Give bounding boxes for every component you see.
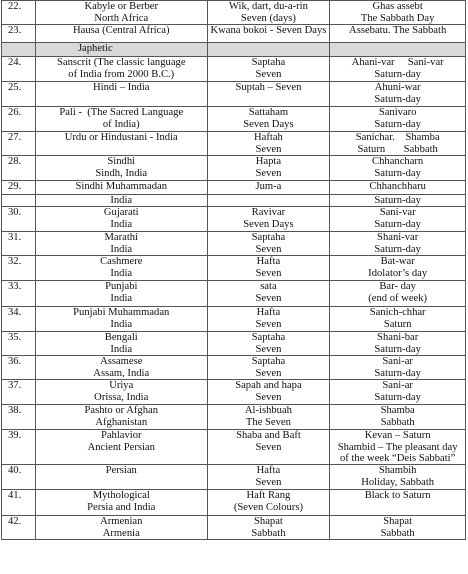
seventh-day-cell — [330, 57, 466, 81]
seventh-day-cell-line: Shapat — [383, 516, 413, 527]
table-row — [1, 281, 466, 307]
people-cell-line: Ancient Persian — [87, 441, 155, 453]
people-cell-line: Sindhi — [107, 156, 136, 167]
row-number: 36. — [8, 356, 22, 367]
people-cell-line: Punjabi Muhammadan — [73, 307, 170, 318]
seventh-day-cell — [330, 43, 466, 56]
section-label — [36, 43, 208, 56]
people-cell — [36, 490, 208, 515]
seventh-day-cell — [330, 490, 466, 515]
seventh-day-cell — [330, 195, 466, 206]
seventh-day-cell-line: Sanich-chhar — [369, 307, 426, 318]
seventh-day-cell-line: Ahuni-war — [374, 82, 421, 93]
row-number-cell — [2, 490, 36, 515]
row-number-cell — [2, 516, 36, 539]
section-label-text: Japhetic — [77, 43, 113, 54]
seventh-day-cell — [330, 332, 466, 355]
week-word-cell-line: Suptah – Seven — [235, 82, 302, 93]
seventh-day-cell — [330, 132, 466, 155]
people-cell-line: Hindi – India — [93, 82, 150, 93]
seventh-day-cell-line: Saturn-day — [374, 167, 421, 179]
people-cell-line: India — [110, 318, 133, 330]
people-cell-line: Pahlavior — [100, 430, 142, 441]
seventh-day-cell — [330, 256, 466, 280]
seventh-day-cell-line: The Sabbath Day — [360, 12, 435, 24]
week-word-cell-line: Seven — [255, 143, 282, 155]
seventh-day-cell — [330, 232, 466, 255]
table-row — [1, 25, 466, 43]
row-number: 34. — [8, 307, 22, 318]
row-number-cell — [2, 207, 36, 231]
week-word-cell-line: Haft Rang — [246, 490, 291, 501]
seventh-day-cell — [330, 465, 466, 489]
week-word-cell-line: Shaba and Baft — [236, 430, 301, 441]
people-cell-line: Orissa, India — [94, 391, 149, 403]
seventh-day-cell-line: Bat-war — [380, 256, 415, 267]
table-row — [1, 405, 466, 430]
seventh-day-cell — [330, 25, 466, 42]
seventh-day-cell-line: Shambid – The pleasant day — [337, 441, 458, 453]
seventh-day-cell-line: Sabbath — [380, 416, 415, 428]
week-word-cell — [208, 107, 331, 131]
week-word-cell — [208, 57, 331, 81]
table-row — [1, 107, 466, 132]
people-cell-line: of India from 2000 B.C.) — [68, 68, 175, 80]
row-number-cell — [2, 232, 36, 255]
table-row — [1, 256, 466, 281]
week-word-cell — [208, 307, 331, 331]
week-word-cell — [208, 195, 331, 206]
week-word-cell-line: Sapah and hapa — [235, 380, 302, 391]
week-word-cell — [208, 43, 331, 56]
people-cell-line: India — [110, 243, 133, 255]
row-number: 24. — [8, 57, 22, 68]
week-word-cell-line: Al-ishbuah — [244, 405, 292, 416]
people-cell — [36, 156, 208, 180]
week-word-cell-line: Shapat — [254, 516, 283, 527]
week-word-cell — [208, 465, 331, 489]
people-cell-line: Hausa (Central Africa) — [73, 25, 170, 36]
week-word-cell-line: Seven — [255, 318, 282, 330]
week-word-cell-line: Saptaha — [251, 57, 286, 68]
people-cell-line: North Africa — [94, 12, 149, 24]
seventh-day-cell-line: Shamba — [380, 405, 415, 416]
week-word-cell — [208, 232, 331, 255]
people-cell — [36, 516, 208, 539]
seventh-day-cell-line: Ahani-var Sani-var — [351, 57, 444, 68]
row-number-cell — [2, 132, 36, 155]
week-word-cell-line: Jum-a — [255, 181, 282, 192]
people-cell-line: Bengali — [104, 332, 138, 343]
people-cell — [36, 1, 208, 24]
week-word-cell — [208, 132, 331, 155]
people-cell-line: Marathi — [104, 232, 139, 243]
week-word-cell-line: Hafta — [256, 256, 281, 267]
people-cell-line: Cashmere — [100, 256, 143, 267]
table-row — [1, 380, 466, 405]
row-number: 35. — [8, 332, 22, 343]
people-cell-line: Assam, India — [93, 367, 150, 379]
table-row — [1, 356, 466, 380]
seventh-day-cell-line: Shani-bar — [377, 332, 419, 343]
row-number-cell — [2, 25, 36, 42]
row-number: 27. — [8, 132, 22, 143]
people-cell — [36, 181, 208, 194]
row-number: 40. — [8, 465, 22, 476]
people-cell — [36, 307, 208, 331]
week-word-cell-line: Seven — [255, 367, 282, 379]
people-cell-line: India — [110, 292, 133, 304]
row-number: 25. — [8, 82, 22, 93]
week-word-cell-line: sata — [260, 281, 277, 292]
seventh-day-cell-line: Ghas assebt — [372, 1, 423, 12]
week-word-cell-line: Seven — [255, 476, 282, 488]
row-number: 26. — [8, 107, 22, 118]
people-cell-line: Kabyle or Berber — [84, 1, 159, 12]
week-word-cell — [208, 356, 331, 379]
seventh-day-cell-line: Shambih — [378, 465, 417, 476]
week-word-cell-line: Wik, dart, du-a-rin — [228, 1, 308, 12]
seventh-day-cell-line: Idolator’s day — [368, 267, 428, 279]
seventh-day-cell-line: Saturn-day — [374, 195, 421, 206]
people-cell — [36, 207, 208, 231]
table-row — [1, 490, 466, 516]
people-cell-line: India — [110, 267, 133, 279]
people-cell — [36, 232, 208, 255]
row-number-cell — [2, 1, 36, 24]
week-word-cell — [208, 281, 331, 306]
seventh-day-cell-line: Kevan – Saturn — [364, 430, 431, 441]
row-number: 39. — [8, 430, 22, 441]
people-cell — [36, 57, 208, 81]
people-cell — [36, 332, 208, 355]
week-word-cell-line: Saptaha — [251, 232, 286, 243]
seventh-day-cell — [330, 405, 466, 429]
seventh-day-cell — [330, 207, 466, 231]
seventh-day-cell — [330, 430, 466, 464]
seventh-day-cell-line: Saturn — [383, 318, 412, 330]
seventh-day-cell — [330, 181, 466, 194]
row-number: 30. — [8, 207, 22, 218]
week-word-cell-line: Seven (days) — [240, 12, 296, 24]
week-word-cell-line: Haftah — [254, 132, 283, 143]
week-word-cell — [208, 332, 331, 355]
seventh-day-cell-line: Saturn Sabbath — [357, 143, 438, 155]
row-number-cell — [2, 195, 36, 206]
seventh-day-cell-line: Saturn-day — [374, 218, 421, 230]
week-word-cell-line: Sattaham — [248, 107, 289, 118]
people-cell — [36, 405, 208, 429]
week-word-cell-line: Seven — [255, 68, 282, 80]
week-word-cell-line: Seven Days — [243, 118, 294, 130]
week-word-cell — [208, 156, 331, 180]
seventh-day-cell-line: Holiday, Sabbath — [361, 476, 435, 488]
people-cell-line: Persian — [105, 465, 137, 476]
seventh-day-cell-line: Saturn-day — [374, 93, 421, 105]
people-cell-line: India — [110, 218, 133, 230]
week-word-cell — [208, 181, 331, 194]
people-cell-line: Sindh, India — [95, 167, 148, 179]
row-number: 38. — [8, 405, 22, 416]
table-row — [1, 207, 466, 232]
section-header-row — [1, 43, 466, 57]
people-cell-line: Uriya — [109, 380, 134, 391]
seventh-day-cell-line: Saturn-day — [374, 68, 421, 80]
week-word-cell — [208, 25, 331, 42]
table-row — [1, 465, 466, 490]
row-number: 23. — [8, 25, 22, 36]
table-row — [1, 132, 466, 156]
seventh-day-cell — [330, 307, 466, 331]
week-word-cell — [208, 516, 331, 539]
week-word-cell-line: Sabbath — [251, 527, 286, 539]
people-cell-line: Mythological — [92, 490, 150, 501]
row-number-cell — [2, 332, 36, 355]
table-row — [1, 307, 466, 332]
seventh-day-cell-line: Chhancharn — [372, 156, 424, 167]
week-word-cell-line: Seven — [255, 292, 282, 304]
people-cell-line: Pali - (The Sacred Language — [59, 107, 184, 118]
week-word-cell-line: Seven — [255, 267, 282, 279]
week-word-cell-line: (Seven Colours) — [233, 501, 303, 513]
people-cell-line: Armenia — [102, 527, 140, 539]
week-word-cell-line: Hafta — [256, 307, 281, 318]
people-cell-line: of India) — [102, 118, 140, 130]
table-row — [1, 57, 466, 82]
seventh-day-cell — [330, 1, 466, 24]
week-word-cell — [208, 490, 331, 515]
week-word-cell-line: Hafta — [256, 465, 281, 476]
seventh-day-cell-line: Bar- day — [379, 281, 416, 292]
seventh-day-cell — [330, 107, 466, 131]
seventh-day-cell-line: Sani-ar — [382, 380, 413, 391]
week-word-cell — [208, 380, 331, 404]
row-number: 22. — [8, 1, 22, 12]
table-row — [1, 332, 466, 356]
languages-table — [1, 0, 466, 540]
row-number-cell — [2, 405, 36, 429]
row-number-cell — [2, 57, 36, 81]
people-cell — [36, 25, 208, 42]
people-cell — [36, 256, 208, 280]
week-word-cell-line: Seven Days — [243, 218, 294, 230]
seventh-day-cell-line: Saturn-day — [374, 118, 421, 130]
seventh-day-cell-line: Sani-var — [379, 207, 416, 218]
table-row — [1, 82, 466, 107]
seventh-day-cell-line: Assebatu. The Sabbath — [349, 25, 447, 36]
week-word-cell — [208, 1, 331, 24]
seventh-day-cell — [330, 516, 466, 539]
row-number: 33. — [8, 281, 22, 292]
people-cell-line: Persia and India — [87, 501, 156, 513]
week-word-cell — [208, 82, 331, 106]
row-number: 41. — [8, 490, 22, 501]
people-cell-line: Armenian — [100, 516, 143, 527]
people-cell — [36, 281, 208, 306]
seventh-day-cell-line: Saturn-day — [374, 391, 421, 403]
row-number-cell — [2, 380, 36, 404]
table-row — [1, 181, 466, 195]
seventh-day-cell-line: Saturn-day — [374, 367, 421, 379]
row-number: 29. — [8, 181, 22, 192]
week-word-cell — [208, 430, 331, 464]
week-word-cell-line: Ravivar — [251, 207, 286, 218]
row-number: 31. — [8, 232, 22, 243]
people-cell — [36, 132, 208, 155]
row-number: 37. — [8, 380, 22, 391]
week-word-cell — [208, 256, 331, 280]
seventh-day-cell-line: Sanivaro — [378, 107, 417, 118]
week-word-cell-line: Kwana bokoi - Seven Days — [210, 25, 327, 36]
people-cell — [36, 82, 208, 106]
row-number-cell — [2, 82, 36, 106]
table-row — [1, 156, 466, 181]
table-row — [1, 1, 466, 25]
people-cell-line: Punjabi — [105, 281, 138, 292]
table-row — [1, 195, 466, 207]
row-number-cell — [2, 430, 36, 464]
seventh-day-cell-line: Black to Saturn — [364, 490, 431, 501]
seventh-day-cell-line: Sani-ar — [382, 356, 413, 367]
week-word-cell-line: Seven — [255, 343, 282, 355]
row-number: 32. — [8, 256, 22, 267]
row-number-cell — [2, 307, 36, 331]
week-word-cell-line: The Seven — [245, 416, 291, 428]
people-cell — [36, 356, 208, 379]
people-cell-line: Assamese — [100, 356, 143, 367]
people-cell-line: Urdu or Hindustani - India — [64, 132, 178, 143]
people-cell-line: Pashto or Afghan — [84, 405, 159, 416]
week-word-cell-line: Saptaha — [251, 332, 286, 343]
people-cell-line: Afghanistan — [95, 416, 148, 428]
row-number-cell — [2, 356, 36, 379]
row-number-cell — [2, 181, 36, 194]
row-number: 28. — [8, 156, 22, 167]
week-word-cell-line: Seven — [255, 441, 282, 453]
people-cell-line: India — [110, 195, 133, 206]
row-number-cell — [2, 256, 36, 280]
seventh-day-cell-line: Chhanchharu — [369, 181, 426, 192]
seventh-day-cell-line: Shani-var — [377, 232, 419, 243]
people-cell — [36, 430, 208, 464]
week-word-cell-line: Seven — [255, 391, 282, 403]
seventh-day-cell-line: Sanichar. Shamba — [355, 132, 440, 143]
people-cell-line: Sanscrit (The classic language — [56, 57, 186, 68]
seventh-day-cell — [330, 82, 466, 106]
people-cell-line: India — [110, 343, 133, 355]
seventh-day-cell-line: Saturn-day — [374, 343, 421, 355]
week-word-cell — [208, 405, 331, 429]
people-cell — [36, 465, 208, 489]
table-row — [1, 516, 466, 540]
people-cell — [36, 107, 208, 131]
people-cell — [36, 195, 208, 206]
week-word-cell-line: Hapta — [255, 156, 282, 167]
week-word-cell-line: Seven — [255, 167, 282, 179]
seventh-day-cell — [330, 281, 466, 306]
seventh-day-cell-line: Saturn-day — [374, 243, 421, 255]
row-number-cell — [2, 465, 36, 489]
people-cell-line: Gujarati — [103, 207, 139, 218]
table-row — [1, 232, 466, 256]
seventh-day-cell — [330, 156, 466, 180]
row-number: 42. — [8, 516, 22, 527]
seventh-day-cell — [330, 356, 466, 379]
seventh-day-cell-line: (end of week) — [368, 292, 428, 304]
week-word-cell-line: Saptaha — [251, 356, 286, 367]
week-word-cell-line: Seven — [255, 243, 282, 255]
row-number-cell — [2, 281, 36, 306]
seventh-day-cell — [330, 380, 466, 404]
row-number-cell — [2, 43, 36, 56]
people-cell — [36, 380, 208, 404]
seventh-day-cell-line: of the week “Deis Sabbati” — [339, 453, 456, 464]
week-word-cell — [208, 207, 331, 231]
table-row — [1, 430, 466, 465]
row-number-cell — [2, 156, 36, 180]
seventh-day-cell-line: Sabbath — [380, 527, 415, 539]
row-number-cell — [2, 107, 36, 131]
people-cell-line: Sindhi Muhammadan — [75, 181, 167, 192]
